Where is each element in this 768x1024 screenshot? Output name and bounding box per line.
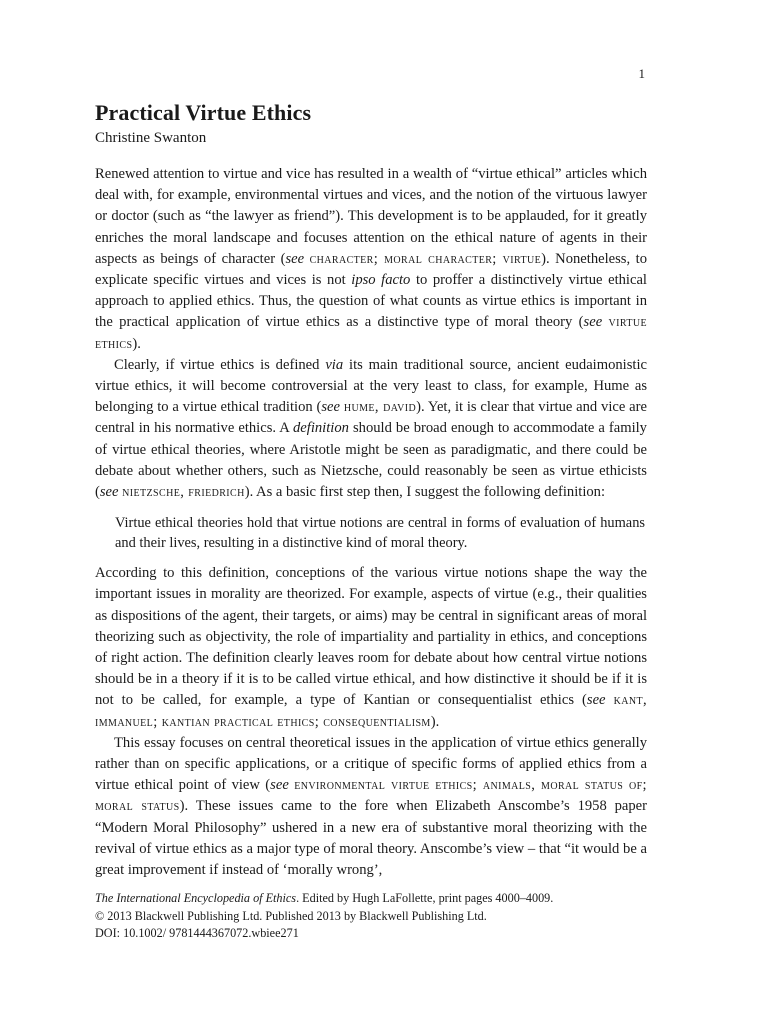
cross-reference: environmental virtue ethics; animals, moral status of; moral status xyxy=(95,777,647,815)
cross-reference: nietzsche, friedrich xyxy=(122,484,245,501)
footer-doi: DOI: 10.1002/ 9781444367072.wbiee271 xyxy=(95,926,299,940)
cross-reference: kant, immanuel; kantian practical ethics; consequentialism xyxy=(95,692,647,730)
paragraph-4: This essay focuses on central theoretical issues in the application of virtue ethics generally rather than on specific applications, or a critique of specific forms of applied ethics from a virtue ethical point of view (see environmental virtue ethics; animals, moral status of; moral status). These issues came to the fore when Elizabeth Anscombe’s 1958 paper “Modern Moral Philosophy” ushered in a new era of substantive moral theorizing with the revival of virtue ethics as a major type of moral theory. Anscombe’s view – that “it would be a great improvement if instead of ‘morally wrong’, xyxy=(95,734,648,879)
paragraph-2: Clearly, if virtue ethics is defined via its main traditional source, ancient eudaimonistic virtue ethics, it will become controversial at the very least to class, for example, Hume as belonging to a virtue ethical tradition (see hume, david). Yet, it is clear that virtue and vice are central in his normative ethics. A definition should be broad enough to accommodate a family of virtue ethical theories, where Aristotle might be seen as paradigmatic, and there could be debate about whether others, such as Nietzsche, could reasonably be seen as virtue ethicists (see nietzsche, friedrich). As a basic first step then, I suggest the following definition: xyxy=(95,356,647,501)
page-number: 1 xyxy=(638,66,645,81)
article-author: Christine Swanton xyxy=(95,130,207,146)
cross-reference: character; moral character; virtue xyxy=(309,250,542,267)
paragraph-3: According to this definition, conceptions of the various virtue notions shape the way the important issues in morality are theorized. For example, aspects of virtue (e.g., their qualities as dispositions of the agent, their targets, or aims) may be central in significant areas of moral theorizing such as objectivity, the role of impartiality and partiality in ethics, and conceptions of right action. The definition clearly leaves room for debate about how central virtue notions should be in a theory if it is to be called virtue ethical, and how distinctive it should be if it is not to be called, for example, a type of Kantian or consequentialist ethics (see kant, immanuel; kantian practical ethics; consequentialism). xyxy=(95,565,647,730)
paragraph-1: Renewed attention to virtue and vice has resulted in a wealth of “virtue ethical” articles which deal with, for example, environmental virtues and vices, and the notion of the virtuous lawyer or doctor (such as “the lawyer as friend”). This development is to be applauded, for it greatly enriches the moral landscape and focuses attention on the ethical nature of agents in their aspects as beings of character (see character; moral character; virtue). Nonetheless, to explicate specific virtues and vices is not ipso facto to proffer a distinctively virtue ethical approach to applied ethics. Thus, the question of what counts as virtue ethics is important in the practical application of virtue ethics as a distinctive type of moral theory (see virtue ethics). xyxy=(95,166,647,352)
block-quote-definition: Virtue ethical theories hold that virtue notions are central in forms of evaluation of humans and their lives, resulting in a distinctive kind of moral theory. xyxy=(115,515,645,552)
article-title: Practical Virtue Ethics xyxy=(95,100,312,125)
article-body xyxy=(95,164,647,881)
footer-citation: The International Encyclopedia of Ethics. Edited by Hugh LaFollette, print pages 4000–4009. xyxy=(95,891,554,905)
cross-reference: hume, david xyxy=(343,399,417,416)
publication-footer xyxy=(95,890,655,943)
cross-reference: virtue ethics xyxy=(95,314,647,352)
footer-copyright: © 2013 Blackwell Publishing Ltd. Published 2013 by Blackwell Publishing Ltd. xyxy=(95,908,487,923)
